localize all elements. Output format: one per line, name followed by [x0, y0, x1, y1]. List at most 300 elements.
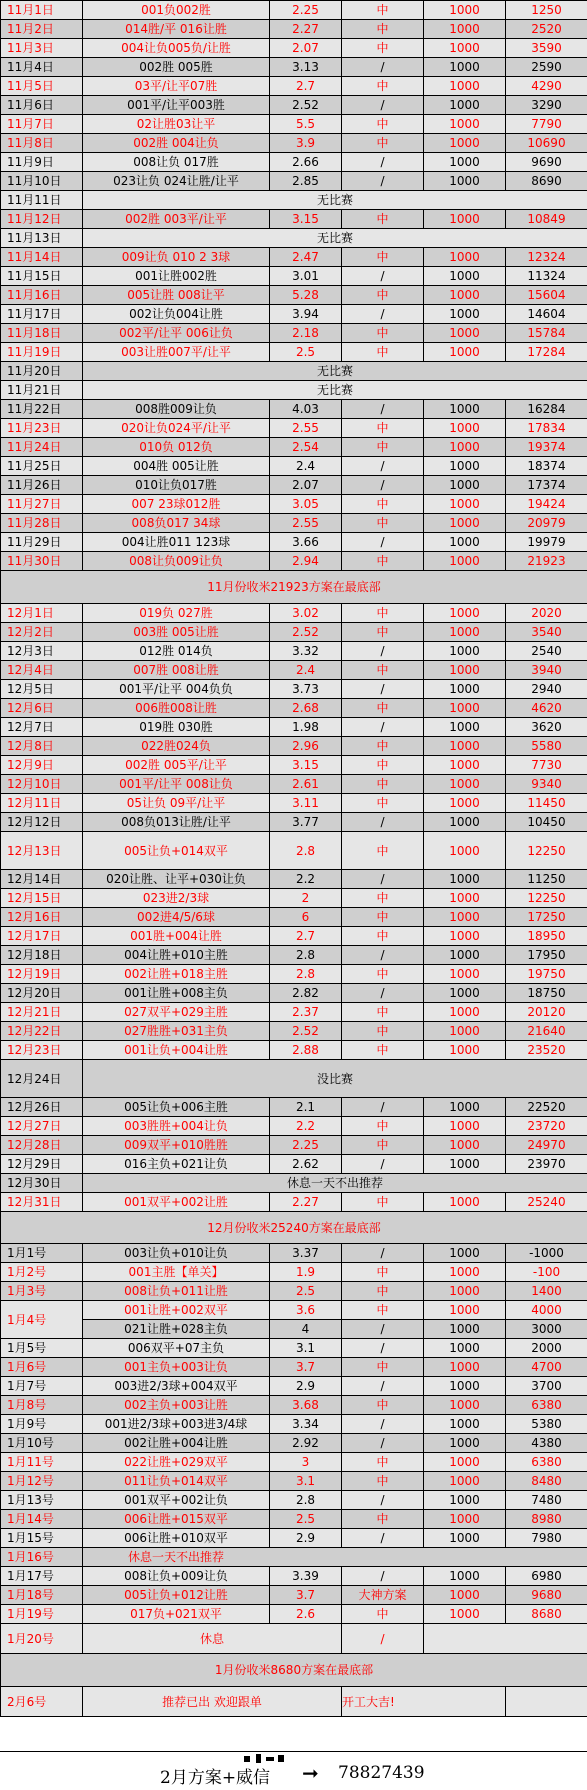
row-stake: 1000: [424, 172, 506, 191]
table-row: [1, 286, 587, 305]
table-row: [1, 1491, 587, 1510]
row-pick: 010负 012负: [83, 438, 270, 457]
month-summary: [1, 571, 587, 604]
row-odds: 2.5: [270, 1510, 342, 1529]
table-row: [1, 96, 587, 115]
row-pick: 008让负+011让胜: [83, 1282, 270, 1301]
row-stake: 1000: [424, 20, 506, 39]
row-date: 1月20号: [1, 1624, 83, 1654]
row-stake: 1000: [424, 514, 506, 533]
row-date: 11月29日: [1, 533, 83, 552]
row-total: 17250: [506, 908, 587, 927]
row-pick: 001平/让平 004负负: [83, 680, 270, 699]
row-result: /: [342, 1377, 424, 1396]
row-pick: 001让胜+008主负: [83, 984, 270, 1003]
row-odds: 2.8: [270, 1491, 342, 1510]
row-date: 11月9日: [1, 153, 83, 172]
row-result: 大神方案: [342, 1586, 424, 1605]
row-total: 25240: [506, 1193, 587, 1212]
row-odds: 3.1: [270, 1339, 342, 1358]
row-result: 中: [342, 39, 424, 58]
table-row: [1, 965, 587, 984]
row-total: 24970: [506, 1136, 587, 1155]
row-pick: 019负 027胜: [83, 604, 270, 623]
table-row: [1, 1339, 587, 1358]
row-pick: 005让负+012让胜: [83, 1586, 270, 1605]
row-result: 中: [342, 889, 424, 908]
row-total: 5380: [506, 1415, 587, 1434]
table-row: [1, 1567, 587, 1586]
row-date: 1月14号: [1, 1510, 83, 1529]
row-date: 1月1号: [1, 1244, 83, 1263]
row-date: 1月4号: [1, 1301, 83, 1339]
row-stake: 1000: [424, 1098, 506, 1117]
table-row: [1, 134, 587, 153]
row-odds: 3.7: [270, 1586, 342, 1605]
row-note: 休息一天不出推荐: [83, 1174, 587, 1193]
row-total: 4620: [506, 699, 587, 718]
table-row: [1, 438, 587, 457]
row-total: 4290: [506, 77, 587, 96]
table-row: [1, 1358, 587, 1377]
row-total: 3540: [506, 623, 587, 642]
row-result: 中: [342, 1358, 424, 1377]
row-odds: 2.52: [270, 1022, 342, 1041]
table-row: [1, 381, 587, 400]
row-stake: 1000: [424, 495, 506, 514]
row-odds: 3.77: [270, 813, 342, 832]
row-stake: 1000: [424, 718, 506, 737]
row-odds: 2.7: [270, 927, 342, 946]
row-result: 中: [342, 1022, 424, 1041]
month-summary: [1, 1654, 587, 1687]
row-result: /: [342, 642, 424, 661]
row-total: 2000: [506, 1339, 587, 1358]
row-odds: 3.15: [270, 210, 342, 229]
row-stake: 1000: [424, 737, 506, 756]
table-row: [1, 1510, 587, 1529]
row-stake: 1000: [424, 965, 506, 984]
row-stake: 1000: [424, 286, 506, 305]
row-result: 中: [342, 286, 424, 305]
row-stake: 1000: [424, 1567, 506, 1586]
row-odds: 3: [270, 1453, 342, 1472]
row-pick: 003进2/3球+004双平: [83, 1377, 270, 1396]
row-odds: 5.5: [270, 115, 342, 134]
row-total: 1400: [506, 1282, 587, 1301]
row-result: 中: [342, 343, 424, 362]
table-row: [1, 1586, 587, 1605]
row-pick: 001平/让平 008让负: [83, 775, 270, 794]
row-pick: 001双平+002让负: [83, 1491, 270, 1510]
row-odds: 2.55: [270, 514, 342, 533]
row-total: 16284: [506, 400, 587, 419]
row-date: 12月31日: [1, 1193, 83, 1212]
row-result: /: [342, 1434, 424, 1453]
row-total: 4000: [506, 1301, 587, 1320]
row-odds: 2.66: [270, 153, 342, 172]
row-pick: 003胜 005让胜: [83, 623, 270, 642]
row-stake: 1000: [424, 1041, 506, 1060]
table-row: [1, 229, 587, 248]
row-result: 中: [342, 77, 424, 96]
row-result: 中: [342, 1396, 424, 1415]
table-row: [1, 153, 587, 172]
table-row: [1, 1060, 587, 1079]
row-total: 19424: [506, 495, 587, 514]
row-date: 11月5日: [1, 77, 83, 96]
row-total: 17374: [506, 476, 587, 495]
month-summary: [1, 1212, 587, 1244]
row-date: 1月15号: [1, 1529, 83, 1548]
row-total: 2590: [506, 58, 587, 77]
row-date: 11月2日: [1, 20, 83, 39]
table-row: [1, 191, 587, 210]
table-row: [1, 77, 587, 96]
row-odds: 2.47: [270, 248, 342, 267]
table-row: [1, 343, 587, 362]
table-row: [1, 1, 587, 20]
row-pick: 009让负 010 2 3球: [83, 248, 270, 267]
row-stake: 1000: [424, 457, 506, 476]
row-result: /: [342, 870, 424, 889]
row-stake: 1000: [424, 1415, 506, 1434]
table-row: [1, 58, 587, 77]
row-date: 12月4日: [1, 661, 83, 680]
row-pick: 019胜 030胜: [83, 718, 270, 737]
row-stake: 1000: [424, 1263, 506, 1282]
row-date: 11月20日: [1, 362, 83, 381]
row-stake: 1000: [424, 870, 506, 889]
row-odds: 2.9: [270, 1377, 342, 1396]
row-stake: 1000: [424, 680, 506, 699]
row-total: -1000: [506, 1244, 587, 1263]
row-pick: 027双平+029主胜: [83, 1003, 270, 1022]
row-odds: 5.28: [270, 286, 342, 305]
row-date: 11月17日: [1, 305, 83, 324]
row-date: 1月6号: [1, 1358, 83, 1377]
row-date: 12月1日: [1, 604, 83, 623]
row-result: 中: [342, 210, 424, 229]
row-result: 中: [342, 756, 424, 775]
row-stake: 1000: [424, 1472, 506, 1491]
row-stake: 1000: [424, 1, 506, 20]
row-stake: 1000: [424, 1301, 506, 1320]
table-row: [1, 1320, 587, 1339]
row-note: 无比赛: [83, 381, 587, 400]
row-date: 1月3号: [1, 1282, 83, 1301]
row-pick: 001负002胜: [83, 1, 270, 20]
row-stake: 1000: [424, 248, 506, 267]
table-row: [1, 248, 587, 267]
table-row: [1, 400, 587, 419]
row-odds: 3.01: [270, 267, 342, 286]
row-total: 20120: [506, 1003, 587, 1022]
row-date: 1月7号: [1, 1377, 83, 1396]
row-pick: 002胜 004让负: [83, 134, 270, 153]
row-total: 8690: [506, 172, 587, 191]
row-stake: 1000: [424, 1320, 506, 1339]
row-pick: 003胜胜+004让负: [83, 1117, 270, 1136]
row-total: 17950: [506, 946, 587, 965]
row-stake: 1000: [424, 343, 506, 362]
row-odds: 2.1: [270, 1098, 342, 1117]
row-total: 11324: [506, 267, 587, 286]
row-result: /: [342, 1155, 424, 1174]
row-odds: 3.34: [270, 1415, 342, 1434]
row-odds: 2.55: [270, 419, 342, 438]
table-row: [1, 362, 587, 381]
table-row: [1, 1605, 587, 1624]
row-date: 11月6日: [1, 96, 83, 115]
row-odds: 2.9: [270, 1529, 342, 1548]
row-date: 1月13号: [1, 1491, 83, 1510]
row-date: 11月15日: [1, 267, 83, 286]
row-total: 19979: [506, 533, 587, 552]
row-pick: 004胜 005让胜: [83, 457, 270, 476]
row-total: 19374: [506, 438, 587, 457]
row-pick: 022胜024负: [83, 737, 270, 756]
row-date: 12月23日: [1, 1041, 83, 1060]
row-pick: 021让胜+028主负: [83, 1320, 270, 1339]
row-result: 中: [342, 115, 424, 134]
row-stake: 1000: [424, 946, 506, 965]
row-pick: 001进2/3球+003进3/4球: [83, 1415, 270, 1434]
row-odds: 3.13: [270, 58, 342, 77]
row-date: 12月28日: [1, 1136, 83, 1155]
row-odds: 2.52: [270, 96, 342, 115]
row-odds: 1.9: [270, 1263, 342, 1282]
row-date: 12月19日: [1, 965, 83, 984]
row-odds: 2.88: [270, 1041, 342, 1060]
table-row: [1, 1548, 587, 1567]
row-pick: 022让胜+029双平: [83, 1453, 270, 1472]
row-note: 休息一天不出推荐: [83, 1548, 587, 1567]
table-row: [1, 1453, 587, 1472]
row-odds: 2.25: [270, 1, 342, 20]
row-pick: 002胜 005胜: [83, 58, 270, 77]
row-stake: 1000: [424, 1377, 506, 1396]
row-result: 中: [342, 965, 424, 984]
table-row: [1, 832, 587, 870]
row-date: 12月20日: [1, 984, 83, 1003]
summary-text: 1月份收米8680方案在最底部: [1, 1654, 587, 1687]
row-pick: 休息: [83, 1624, 342, 1654]
row-result: /: [342, 946, 424, 965]
row-stake: 1000: [424, 476, 506, 495]
row-date: 12月17日: [1, 927, 83, 946]
row-date: 12月30日: [1, 1174, 83, 1193]
row-date: 12月29日: [1, 1155, 83, 1174]
row-odds: 2.07: [270, 39, 342, 58]
row-odds: 2.2: [270, 1117, 342, 1136]
table-row: [1, 1155, 587, 1174]
row-odds: 3.68: [270, 1396, 342, 1415]
row-date: 11月3日: [1, 39, 83, 58]
row-pick: 014胜/平 016让胜: [83, 20, 270, 39]
row-odds: 2.8: [270, 965, 342, 984]
row-result: /: [342, 457, 424, 476]
table-row: [1, 1687, 587, 1717]
row-date: 12月9日: [1, 756, 83, 775]
row-odds: 3.11: [270, 794, 342, 813]
row-date: 11月23日: [1, 419, 83, 438]
row-total: 23720: [506, 1117, 587, 1136]
row-result: 中: [342, 927, 424, 946]
row-total: 7730: [506, 756, 587, 775]
row-result: /: [342, 1624, 424, 1654]
row-pick: 008胜009让负: [83, 400, 270, 419]
row-total: 12250: [506, 889, 587, 908]
table-row: [1, 1415, 587, 1434]
row-total: 21640: [506, 1022, 587, 1041]
row-total: 18950: [506, 927, 587, 946]
row-stake: 1000: [424, 889, 506, 908]
row-odds: 2.37: [270, 1003, 342, 1022]
row-result: 中: [342, 1136, 424, 1155]
row-result: /: [342, 1491, 424, 1510]
row-date: 1月19号: [1, 1605, 83, 1624]
row-pick: 007 23球012胜: [83, 495, 270, 514]
row-odds: 2.5: [270, 343, 342, 362]
row-date: 12月27日: [1, 1117, 83, 1136]
table-row: [1, 737, 587, 756]
row-pick: 005让负+006主胜: [83, 1098, 270, 1117]
row-pick: 011让负+014双平: [83, 1472, 270, 1491]
row-total: 14604: [506, 305, 587, 324]
table-row: [1, 1472, 587, 1491]
row-total: 3290: [506, 96, 587, 115]
row-stake: 1000: [424, 134, 506, 153]
table-row: [1, 476, 587, 495]
row-date: 1月9号: [1, 1415, 83, 1434]
row-total: 17284: [506, 343, 587, 362]
row-stake: 1000: [424, 1586, 506, 1605]
row-odds: 2.82: [270, 984, 342, 1003]
table-row: [1, 604, 587, 623]
row-stake: 1000: [424, 623, 506, 642]
row-total: 18374: [506, 457, 587, 476]
row-odds: 2.2: [270, 870, 342, 889]
table-row: [1, 756, 587, 775]
row-total: 3940: [506, 661, 587, 680]
row-odds: 2.85: [270, 172, 342, 191]
row-result: /: [342, 96, 424, 115]
row-odds: 3.15: [270, 756, 342, 775]
row-result: 中: [342, 438, 424, 457]
row-stake: 1000: [424, 267, 506, 286]
row-result: /: [342, 267, 424, 286]
arrow-right-icon: ➞: [302, 1761, 319, 1785]
row-date: 11月11日: [1, 191, 83, 210]
row-stake: 1000: [424, 908, 506, 927]
row-total: 10450: [506, 813, 587, 832]
row-pick: 016主负+021让负: [83, 1155, 270, 1174]
row-date: 11月1日: [1, 1, 83, 20]
row-total: 10849: [506, 210, 587, 229]
row-total: 3620: [506, 718, 587, 737]
row-odds: 2.7: [270, 77, 342, 96]
row-total: 22520: [506, 1098, 587, 1117]
row-note: 没比赛: [83, 1060, 587, 1098]
row-date: 1月10号: [1, 1434, 83, 1453]
row-date: 12月22日: [1, 1022, 83, 1041]
row-date: 2月6号: [1, 1687, 83, 1717]
row-pick: 010让负017胜: [83, 476, 270, 495]
row-stake: 1000: [424, 1136, 506, 1155]
table-row: [1, 889, 587, 908]
row-total: 12324: [506, 248, 587, 267]
row-odds: 2.8: [270, 946, 342, 965]
row-result: 中: [342, 737, 424, 756]
row-stake: 1000: [424, 1358, 506, 1377]
row-result: /: [342, 172, 424, 191]
table-row: [1, 1396, 587, 1415]
table-row: [1, 1263, 587, 1282]
table-row: [1, 623, 587, 642]
row-total: 6380: [506, 1396, 587, 1415]
summary-text: 12月份收米25240方案在最底部: [1, 1212, 587, 1244]
row-total: 18750: [506, 984, 587, 1003]
row-odds: 3.1: [270, 1472, 342, 1491]
row-result: 中: [342, 1041, 424, 1060]
row-odds: 2.52: [270, 623, 342, 642]
table-row: [1, 1193, 587, 1212]
row-date: 12月3日: [1, 642, 83, 661]
row-result: 中: [342, 20, 424, 39]
row-odds: 2.4: [270, 661, 342, 680]
row-pick: 002让胜+018主胜: [83, 965, 270, 984]
table-row: [1, 1282, 587, 1301]
table-row: [1, 39, 587, 58]
row-result: 中: [342, 514, 424, 533]
row-pick: 005让胜 008让平: [83, 286, 270, 305]
row-date: 11月19日: [1, 343, 83, 362]
table-row: [1, 419, 587, 438]
row-total: 8480: [506, 1472, 587, 1491]
row-pick: 008让负+009让负: [83, 1567, 270, 1586]
row-date: 12月8日: [1, 737, 83, 756]
row-date: 1月5号: [1, 1339, 83, 1358]
row-result: 中: [342, 1, 424, 20]
table-row: [1, 794, 587, 813]
row-date: 1月18号: [1, 1586, 83, 1605]
row-total: 3700: [506, 1377, 587, 1396]
row-result: /: [342, 1415, 424, 1434]
row-total: 2540: [506, 642, 587, 661]
row-pick: 006胜008让胜: [83, 699, 270, 718]
row-total: 3590: [506, 39, 587, 58]
row-stake: 1000: [424, 984, 506, 1003]
row-date: 12月7日: [1, 718, 83, 737]
row-total: 23970: [506, 1155, 587, 1174]
row-total: 11450: [506, 794, 587, 813]
row-date: 12月18日: [1, 946, 83, 965]
table-row: [1, 908, 587, 927]
row-stake: 1000: [424, 400, 506, 419]
row-stake: 1000: [424, 642, 506, 661]
row-total: 4380: [506, 1434, 587, 1453]
table-row: [1, 642, 587, 661]
row-result: /: [342, 1098, 424, 1117]
row-pick: 002胜 003平/让平: [83, 210, 270, 229]
table-row: [1, 210, 587, 229]
row-date: 12月2日: [1, 623, 83, 642]
table-row: [1, 1022, 587, 1041]
row-total: 12250: [506, 832, 587, 870]
row-result: /: [342, 533, 424, 552]
row-odds: 2.96: [270, 737, 342, 756]
